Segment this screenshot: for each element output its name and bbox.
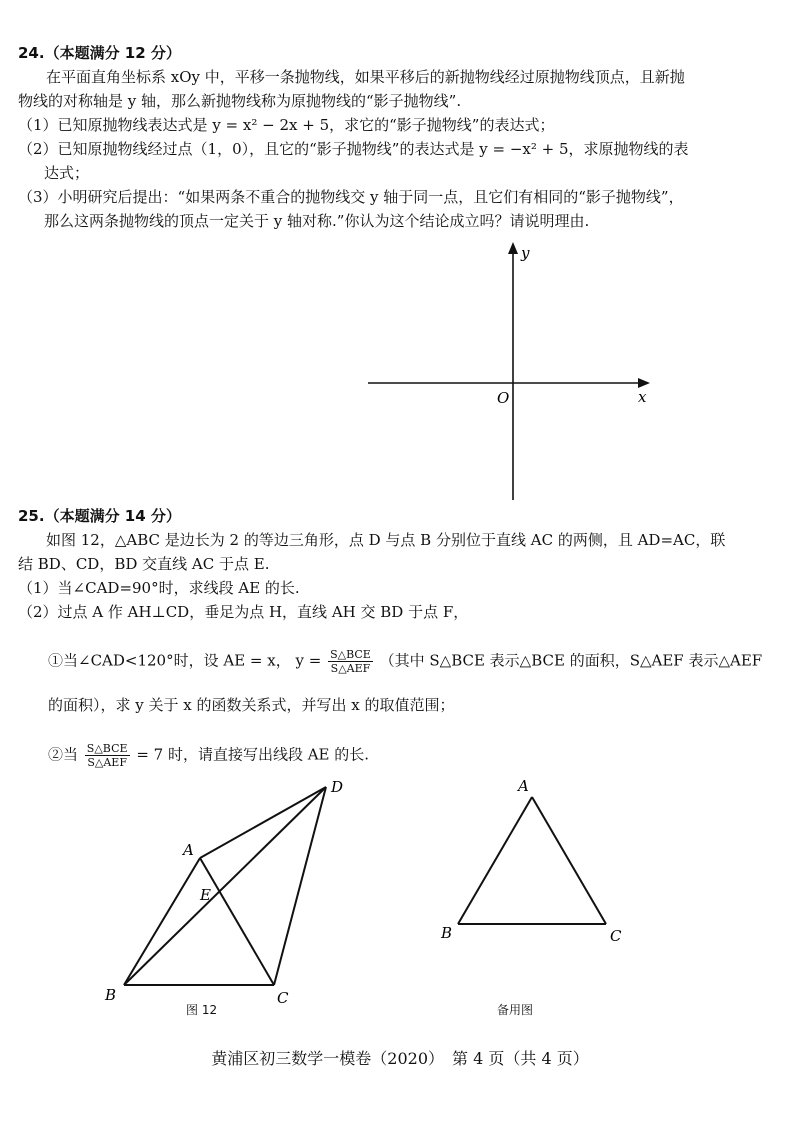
point-b-label: B (105, 986, 117, 1004)
x-axis-label: x (638, 388, 647, 406)
q24-part3-line1: （3）小明研究后提出：“如果两条不重合的抛物线交 y 轴于同一点，且它们有相同的“影子抛物线”， (18, 188, 684, 206)
point-d-label: D (331, 778, 344, 796)
segment-ad (200, 787, 326, 858)
q25-header: 25.（本题满分 14 分） (18, 507, 181, 525)
q24-part1: （1）已知原抛物线表达式是 y = x² − 2x + 5，求它的“影子抛物线”的表达式； (18, 116, 555, 134)
q25-sub1-text: ①当∠CAD<120°时，设 AE = x， (48, 651, 291, 670)
fraction-numerator-2: S△BCE (86, 742, 128, 755)
fraction-denominator-2: S△AEF (87, 756, 127, 769)
point-e-label: E (200, 886, 211, 904)
fraction-numerator: S△BCE (330, 648, 371, 661)
origin-label: O (497, 389, 510, 407)
spare-point-c-label: C (610, 927, 622, 945)
figure-12 (104, 778, 343, 1007)
point-a-label: A (183, 841, 194, 859)
q24-part3-line2: 那么这两条抛物线的顶点一定关于 y 轴对称.”你认为这个结论成立吗？请说明理由. (44, 212, 590, 230)
spare-figure (440, 777, 622, 945)
spare-figure-caption: 备用图 (497, 1003, 534, 1017)
q25-part1: （1）当∠CAD=90°时，求线段 AE 的长. (18, 579, 300, 597)
spare-point-b-label: B (441, 924, 453, 942)
q24-intro-line2: 物线的对称轴是 y 轴，那么新抛物线称为原抛物线的“影子抛物线”. (18, 92, 462, 110)
q25-sub1-line2: 的面积），求 y 关于 x 的函数关系式，并写出 x 的取值范围； (48, 696, 455, 714)
q25-sub1-y: y = (295, 651, 322, 670)
q25-sub2-suffix: = 7 时，请直接写出线段 AE 的长. (136, 745, 370, 764)
spare-segment-ab (458, 797, 532, 924)
q25-intro-line1: 如图 12，△ABC 是边长为 2 的等边三角形，点 D 与点 B 分别位于直线 AC 的两侧，且 AD=AC，联 (46, 531, 726, 549)
point-c-label: C (277, 989, 289, 1007)
figure-12-caption: 图 12 (186, 1003, 218, 1017)
q25-part2: （2）过点 A 作 AH⊥CD，垂足为点 H，直线 AH 交 BD 于点 F， (18, 603, 469, 621)
q24-part2-line1: （2）已知原抛物线经过点（1，0），且它的“影子抛物线”的表达式是 y = −x² + 5，求原抛物线的表 (18, 140, 689, 158)
segment-ac (200, 858, 274, 985)
q25-sub2-prefix: ②当 (48, 745, 79, 764)
q24-intro-line1: 在平面直角坐标系 xOy 中，平移一条抛物线，如果平移后的新抛物线经过原抛物线顶点，且新抛 (46, 68, 685, 86)
page-footer: 黄浦区初三数学一模卷（2020） 第 4 页（共 4 页） (211, 1049, 589, 1068)
spare-point-a-label: A (518, 777, 529, 795)
q25-sub1-note: （其中 S△BCE 表示△BCE 的面积，S△AEF 表示△AEF (379, 651, 763, 670)
spare-segment-ac (532, 797, 606, 924)
segment-bd (124, 787, 326, 985)
q25-intro-line2: 结 BD、CD，BD 交直线 AC 于点 E. (18, 555, 270, 573)
segment-cd (274, 787, 326, 985)
q24-header: 24.（本题满分 12 分） (18, 44, 181, 62)
q24-part2-line2: 达式； (44, 164, 90, 182)
y-axis-label: y (521, 244, 530, 262)
fraction-denominator: S△AEF (330, 662, 371, 675)
